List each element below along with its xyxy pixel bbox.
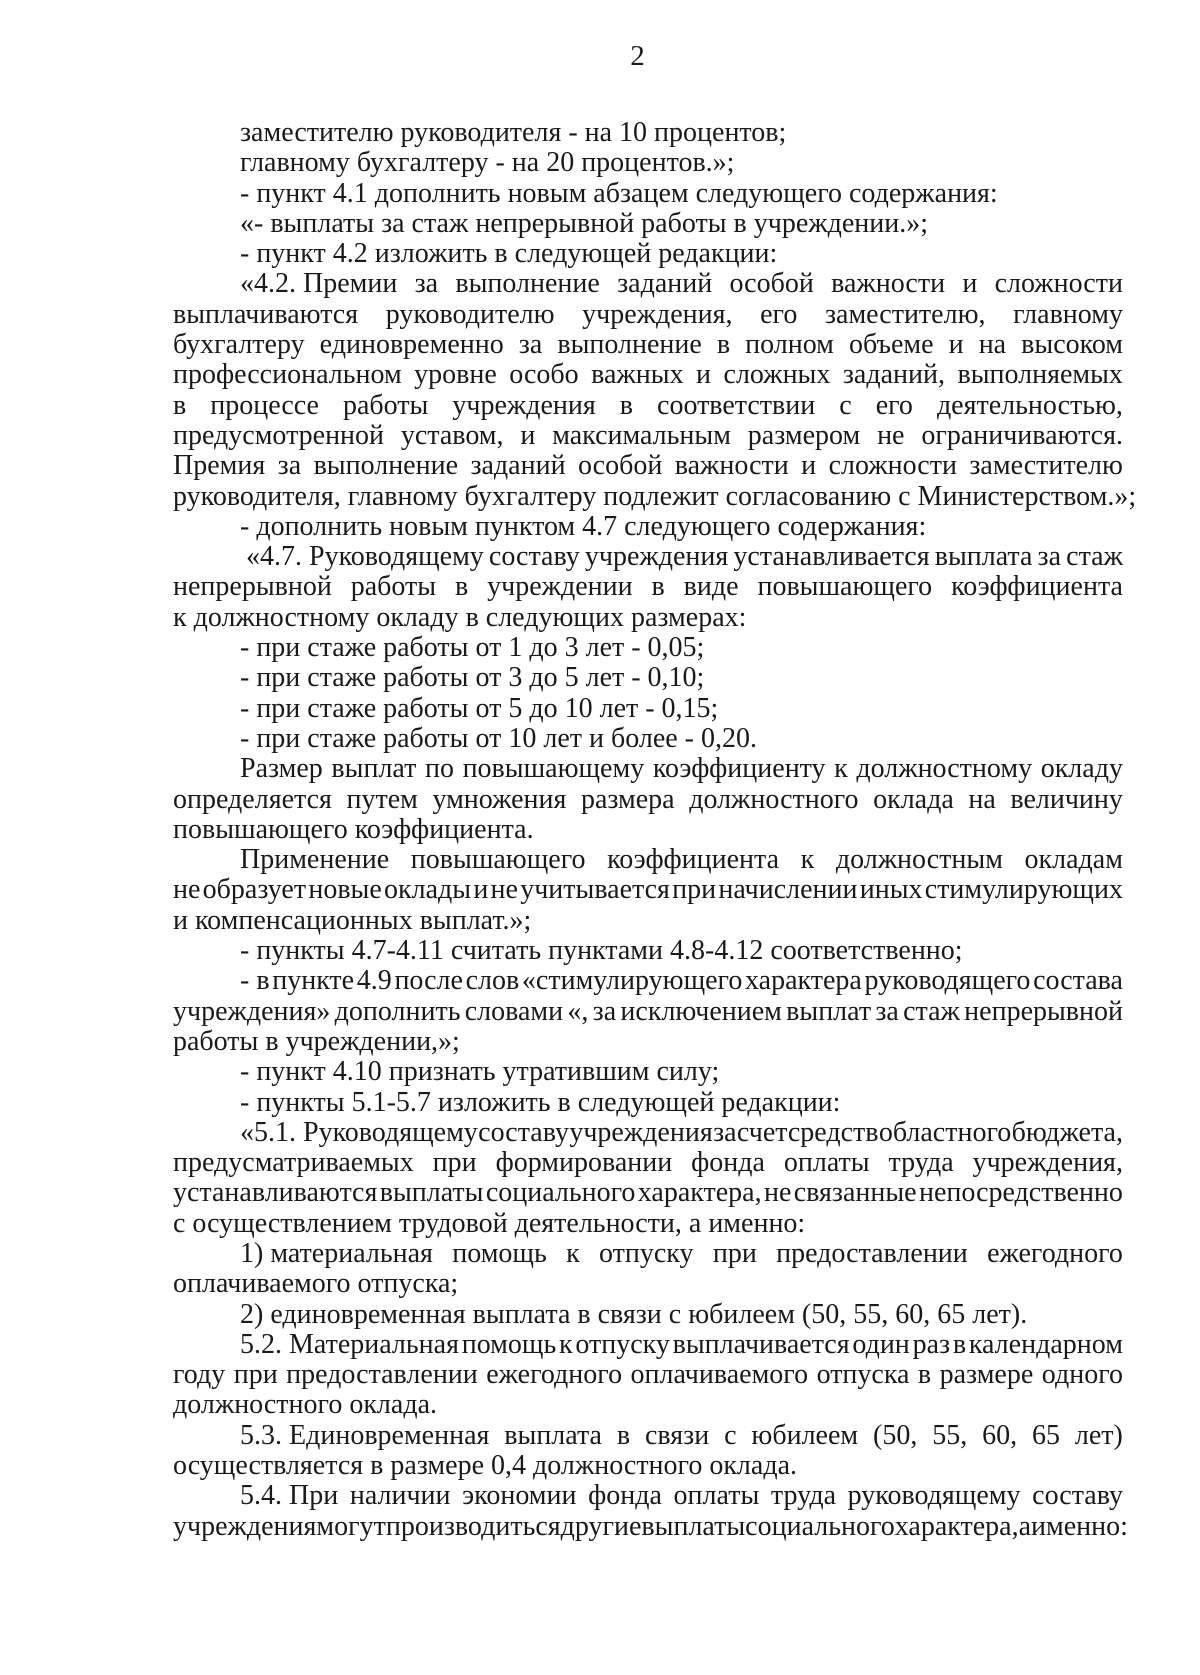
word: именно:: [1031, 1510, 1128, 1542]
text-line: - пункт 4.1 дополнить новым абзацем следующего содержания:: [240, 177, 998, 209]
word: другие: [560, 1510, 642, 1542]
text-line: - пункты 5.1-5.7 изложить в следующей редакции:: [240, 1086, 841, 1118]
word: стимулирующих: [924, 874, 1123, 906]
text-line: - пункты 4.7-4.11 считать пунктами 4.8-4.12 соответственно;: [240, 935, 963, 967]
justified-line: [173, 451, 1123, 481]
word: к: [566, 1237, 580, 1269]
word: социального: [485, 1177, 636, 1209]
word: учитывается: [520, 874, 670, 906]
text-line: с осуществлением трудовой деятельности, а именно:: [173, 1207, 806, 1239]
word: в: [616, 1419, 631, 1451]
word: учреждения,: [972, 1147, 1123, 1179]
justified-line: [173, 572, 1123, 602]
justified-line: [173, 391, 1123, 421]
justified-line: [173, 966, 1123, 996]
word: «,: [567, 995, 589, 1027]
word: и: [801, 450, 817, 482]
word: к: [800, 844, 815, 876]
word: бухгалтеру: [173, 329, 305, 361]
word: с: [724, 1419, 737, 1451]
word: после: [394, 965, 463, 997]
word: году: [173, 1359, 226, 1391]
word: отпуска: [816, 1359, 910, 1391]
word: и: [962, 268, 978, 300]
word: высоком: [1021, 329, 1123, 361]
word: предоставлении: [286, 1359, 478, 1391]
word: за: [277, 450, 302, 482]
text-line: - при стаже работы от 1 до 3 лет - 0,05;: [240, 632, 705, 664]
word: начислении: [718, 874, 858, 906]
justified-line: [173, 754, 1123, 784]
word: иных: [859, 874, 923, 906]
word: 5.3. Единовременная: [240, 1419, 490, 1451]
word: и: [473, 874, 489, 906]
word: лет): [1074, 1419, 1123, 1451]
word: к: [559, 1328, 573, 1360]
word: выплаты: [641, 1510, 746, 1542]
word: работы: [342, 389, 429, 421]
word: заместителю,: [824, 298, 986, 330]
word: заданий: [617, 268, 713, 300]
text-line: к должностному окладу в следующих размерах:: [173, 601, 747, 633]
word: предусмотренной: [173, 419, 385, 451]
text-line: - дополнить новым пунктом 4.7 следующего содержания:: [240, 510, 927, 542]
word: устанавливается: [733, 541, 930, 573]
justified-line: [173, 1481, 1123, 1511]
word: с: [839, 389, 852, 421]
word: труда: [888, 1147, 954, 1179]
text-line: руководителя, главному бухгалтеру подлежит согласованию с Министерством.»;: [173, 480, 1137, 512]
word: сложности: [994, 268, 1123, 300]
word: и: [696, 359, 712, 391]
word: важных: [591, 359, 684, 391]
word: выплат: [331, 753, 417, 785]
word: слов: [465, 965, 520, 997]
text-line: и компенсационных выплат.»;: [173, 904, 532, 936]
word: к: [834, 753, 848, 785]
word: руководящему: [847, 1480, 1021, 1512]
word: помощь: [452, 1237, 547, 1269]
text-line: - пункт 4.10 признать утратившим силу;: [240, 1056, 720, 1088]
word: - в: [240, 965, 270, 997]
word: повышающего: [757, 571, 933, 603]
word: стаж: [903, 995, 960, 1027]
word: заместителю: [969, 450, 1123, 482]
word: предоставлении: [776, 1237, 968, 1269]
word: за: [518, 329, 543, 361]
word: новые: [308, 874, 382, 906]
word: в: [716, 329, 731, 361]
word: отпуску: [575, 1328, 670, 1360]
justified-line: [173, 360, 1123, 390]
word: экономии: [462, 1480, 577, 1512]
word: непрерывной: [964, 995, 1123, 1027]
justified-line: [173, 1360, 1123, 1390]
word: коэффициента: [951, 571, 1123, 603]
word: главному: [1013, 298, 1123, 330]
text-line: - пункт 4.2 изложить в следующей редакции:: [240, 238, 778, 270]
text-line: главному бухгалтеру - на 20 процентов.»;: [240, 147, 735, 179]
word: дополнить: [334, 995, 461, 1027]
word: ежегодного: [486, 1359, 623, 1391]
word: составу: [478, 1116, 569, 1148]
word: при: [672, 874, 717, 906]
word: по: [424, 753, 454, 785]
word: стаж: [1066, 541, 1123, 573]
word: учреждения: [173, 1510, 317, 1542]
word: учреждения: [569, 1116, 713, 1148]
word: повышающего: [410, 844, 586, 876]
justified-line: [173, 845, 1123, 875]
word: могут: [316, 1510, 386, 1542]
word: объеме: [848, 329, 934, 361]
word: оплачиваемого: [630, 1359, 809, 1391]
word: процессе: [210, 389, 319, 421]
word: отпуску: [599, 1237, 694, 1269]
justified-line: [173, 1239, 1123, 1269]
word: исключением: [620, 995, 782, 1027]
word: Размер: [240, 753, 323, 785]
word: календарном: [968, 1328, 1123, 1360]
word: Премия: [173, 450, 266, 482]
word: не: [173, 874, 201, 906]
word: в: [619, 389, 633, 421]
word: раз: [912, 1328, 951, 1360]
word: профессиональном: [173, 359, 402, 391]
word: в: [173, 389, 187, 421]
text-line: должностного оклада.: [173, 1389, 437, 1421]
word: «5.1. Руководящему: [240, 1116, 478, 1148]
word: особо: [509, 359, 579, 391]
word: учреждения: [452, 389, 596, 421]
word: и: [948, 329, 964, 361]
word: оплаты: [783, 1147, 870, 1179]
text-line: «- выплаты за стаж непрерывной работы в учреждении.»;: [240, 207, 928, 239]
word: оклада: [873, 783, 954, 815]
justified-line: [173, 785, 1123, 815]
justified-line: [173, 300, 1123, 330]
word: учреждения»: [173, 995, 331, 1027]
word: (50,: [873, 1419, 918, 1451]
word: фонда: [691, 1147, 765, 1179]
text-line: осуществляется в размере 0,4 должностного оклада.: [173, 1450, 797, 1482]
word: социального: [745, 1510, 895, 1542]
word: ежегодного: [987, 1237, 1123, 1269]
word: 65: [1032, 1419, 1061, 1451]
word: непосредственно: [918, 1177, 1123, 1209]
word: должностным: [835, 844, 1003, 876]
word: связи: [645, 1419, 710, 1451]
page-number: 2: [630, 40, 645, 72]
word: единовременно: [319, 329, 504, 361]
word: в: [651, 571, 665, 603]
word: величину: [1010, 783, 1123, 815]
justified-line: [173, 1330, 1123, 1360]
justified-line: [173, 875, 1123, 905]
word: руководителю: [385, 298, 555, 330]
justified-line: [173, 997, 1123, 1027]
word: оклады: [384, 874, 472, 906]
word: коэффициенту: [652, 753, 826, 785]
word: один: [852, 1328, 910, 1360]
text-line: - при стаже работы от 5 до 10 лет - 0,15;: [240, 692, 719, 724]
word: за: [1037, 541, 1062, 573]
word: важности: [674, 450, 789, 482]
word: производиться: [385, 1510, 561, 1542]
word: на: [978, 329, 1007, 361]
word: важности: [831, 268, 946, 300]
word: за: [592, 995, 617, 1027]
word: выплачиваются: [173, 298, 359, 330]
word: за: [713, 1116, 737, 1148]
word: выплаты: [379, 1177, 484, 1209]
word: должностному: [856, 753, 1033, 785]
text-line: работы в учреждении,»;: [173, 1025, 460, 1057]
word: деятельностью,: [936, 389, 1123, 421]
word: уставом,: [400, 419, 504, 451]
word: 4.9: [356, 965, 392, 997]
word: коэффициента: [607, 844, 779, 876]
word: устанавливаются: [173, 1177, 378, 1209]
justified-line: [173, 1118, 1123, 1148]
word: 1) материальная: [240, 1237, 433, 1269]
word: за: [414, 268, 439, 300]
text-line: - при стаже работы от 10 лет и более - 0,20.: [240, 722, 758, 754]
word: «стимулирующего: [521, 965, 743, 997]
word: особой: [729, 268, 814, 300]
word: «4.7. Руководящему: [246, 541, 484, 573]
word: его: [760, 298, 798, 330]
word: в: [917, 1359, 932, 1391]
word: размера: [580, 783, 675, 815]
word: характера: [745, 965, 862, 997]
word: заданий,: [842, 359, 945, 391]
word: учреждении: [487, 571, 633, 603]
word: выплата: [504, 1419, 602, 1451]
word: наличии: [349, 1480, 451, 1512]
word: труда: [770, 1480, 837, 1512]
word: размером: [747, 419, 861, 451]
word: выплат: [786, 995, 872, 1027]
word: заданий: [470, 450, 566, 482]
word: выполнение: [557, 329, 702, 361]
word: состава: [1033, 965, 1123, 997]
word: характера,: [894, 1510, 1019, 1542]
text-line: 2) единовременная выплата в связи с юбилеем (50, 55, 60, 65 лет).: [240, 1298, 1028, 1330]
word: средств: [787, 1116, 879, 1148]
word: окладам: [1024, 844, 1123, 876]
word: а: [1018, 1510, 1032, 1542]
word: областного: [878, 1116, 1012, 1148]
word: на: [968, 783, 996, 815]
word: за: [875, 995, 899, 1027]
word: 60,: [982, 1419, 1018, 1451]
word: в: [455, 571, 469, 603]
justified-line: [173, 542, 1123, 572]
word: ограничиваются.: [921, 419, 1123, 451]
word: максимальным: [552, 419, 731, 451]
word: особой: [577, 450, 663, 482]
word: в: [952, 1328, 967, 1360]
word: «4.2. Премии: [240, 268, 398, 300]
word: сложных: [723, 359, 831, 391]
word: повышающему: [462, 753, 645, 785]
word: составу: [488, 541, 580, 573]
word: определяется: [173, 783, 332, 815]
word: образует: [202, 874, 307, 906]
word: выплата: [934, 541, 1033, 573]
word: полном: [745, 329, 834, 361]
justified-line: [173, 1510, 1128, 1542]
word: составу: [1032, 1480, 1123, 1512]
text-line: повышающего коэффициента.: [173, 813, 534, 845]
word: выполнение: [455, 268, 600, 300]
word: не: [490, 874, 518, 906]
word: путем: [346, 783, 418, 815]
word: и: [520, 419, 536, 451]
justified-line: [173, 421, 1123, 451]
word: окладу: [1040, 753, 1123, 785]
word: предусматриваемых: [173, 1147, 414, 1179]
word: должностного: [689, 783, 859, 815]
word: его: [875, 389, 913, 421]
word: счет: [736, 1116, 788, 1148]
word: не: [877, 419, 905, 451]
word: виде: [683, 571, 739, 603]
word: учреждения,: [582, 298, 733, 330]
word: Применение: [240, 844, 390, 876]
word: размере: [939, 1359, 1034, 1391]
word: не: [763, 1177, 792, 1209]
word: помощь: [461, 1328, 557, 1360]
word: пункте: [272, 965, 355, 997]
word: выполнение: [313, 450, 459, 482]
word: юбилеем: [751, 1419, 859, 1451]
word: работы: [350, 571, 437, 603]
word: непрерывной: [173, 571, 332, 603]
word: умножения: [432, 783, 567, 815]
text-line: заместителю руководителя - на 10 процентов;: [240, 117, 787, 148]
text-line: оплачиваемого отпуска;: [173, 1268, 459, 1300]
word: фонда: [588, 1480, 662, 1512]
word: при: [432, 1147, 477, 1179]
word: выполняемых: [957, 359, 1123, 391]
justified-line: [173, 1421, 1123, 1451]
word: учреждения: [584, 541, 729, 573]
word: словами: [464, 995, 564, 1027]
word: связанные: [793, 1177, 917, 1209]
word: 55,: [932, 1419, 968, 1451]
word: уровне: [414, 359, 497, 391]
justified-line: [173, 1178, 1123, 1208]
text-line: - при стаже работы от 3 до 5 лет - 0,10;: [240, 662, 705, 694]
word: 5.4. При: [240, 1480, 339, 1512]
document-body: [173, 117, 1137, 1542]
word: выплачивается: [672, 1328, 850, 1360]
word: при: [712, 1237, 757, 1269]
word: 5.2. Материальная: [240, 1328, 459, 1360]
word: соответствии: [657, 389, 816, 421]
word: одного: [1041, 1359, 1123, 1391]
word: формировании: [495, 1147, 673, 1179]
word: оплаты: [673, 1480, 760, 1512]
word: бюджета,: [1011, 1116, 1123, 1148]
word: сложности: [828, 450, 957, 482]
word: руководящего: [864, 965, 1031, 997]
justified-line: [173, 330, 1123, 360]
word: при: [233, 1359, 278, 1391]
justified-line: [173, 1148, 1123, 1178]
word: характера,: [637, 1177, 762, 1209]
justified-line: [173, 269, 1123, 299]
